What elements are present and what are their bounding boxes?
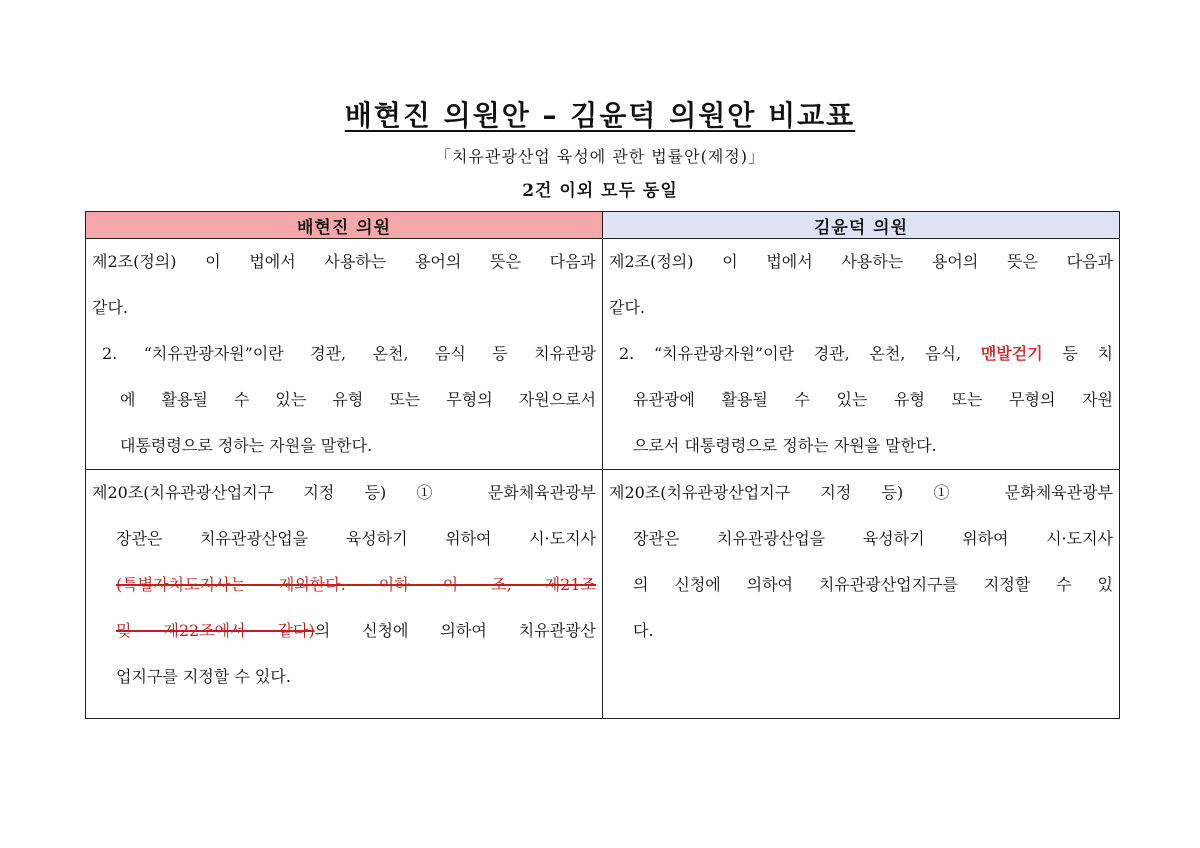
deleted-text: (특별자치도지사는 제외한다. 이하 이 조, 제21조 xyxy=(116,575,596,594)
cell-kim-article20 xyxy=(603,470,1120,719)
header-bae: 배현진 의원 xyxy=(86,212,603,239)
highlighted-term: 맨발걷기 xyxy=(980,344,1043,363)
cell-bae-article20 xyxy=(86,470,603,719)
text-line: 제2조(정의) 이 법에서 사용하는 용어의 뜻은 다음과 xyxy=(92,252,596,271)
text-line: 및 제22조에서 같다)의 신청에 의하여 치유관광산 xyxy=(116,621,596,640)
page-title: 배현진 의원안 – 김윤덕 의원안 비교표 xyxy=(344,99,856,132)
deleted-text: 및 제22조에서 같다) xyxy=(116,621,315,640)
text-line: 장관은 치유관광산업을 육성하기 위하여 시·도지사 xyxy=(116,529,596,548)
text-line: 제20조(치유관광산업지구 지정 등) ① 문화체육관광부 xyxy=(609,483,1113,502)
summary-note: 2건 이외 모두 동일 xyxy=(522,181,678,201)
text-line: 대통령령으로 정하는 자원을 말한다. xyxy=(120,436,373,455)
text-line xyxy=(92,562,596,608)
text-line: 제20조(치유관광산업지구 지정 등) ① 문화체육관광부 xyxy=(92,483,596,502)
comparison-table xyxy=(85,211,1120,719)
text-line: 같다. xyxy=(92,298,128,317)
text-line: 의 신청에 의하여 치유관광산업지구를 지정할 수 있 xyxy=(633,575,1113,594)
cell-bae-article2 xyxy=(86,239,603,470)
text-line: 같다. xyxy=(609,298,645,317)
text-line: 에 활용될 수 있는 유형 또는 무형의 자원으로서 xyxy=(120,390,596,409)
cell-kim-article2 xyxy=(603,239,1120,470)
text-line: 유관광에 활용될 수 있는 유형 또는 무형의 자원 xyxy=(633,390,1113,409)
table-row xyxy=(86,239,1120,470)
bill-subtitle: 「치유관광산업 육성에 관한 법률안(제정)」 xyxy=(434,147,766,166)
table-header-row xyxy=(86,212,1120,239)
table-row xyxy=(86,470,1120,719)
text-line: 제2조(정의) 이 법에서 사용하는 용어의 뜻은 다음과 xyxy=(609,252,1113,271)
text-line: 2. “치유관광자원”이란 경관, 온천, 음식 등 치유관광 xyxy=(102,344,596,363)
text-line: 다. xyxy=(633,621,654,640)
text-line: 2. “치유관광자원”이란 경관, 온천, 음식, 맨발걷기 등 치 xyxy=(619,344,1113,363)
header-kim: 김윤덕 의원 xyxy=(603,212,1120,239)
text-line: 으로서 대통령령으로 정하는 자원을 말한다. xyxy=(633,436,937,455)
text-line: 장관은 치유관광산업을 육성하기 위하여 시·도지사 xyxy=(633,529,1113,548)
text-line: 업지구를 지정할 수 있다. xyxy=(116,667,291,686)
